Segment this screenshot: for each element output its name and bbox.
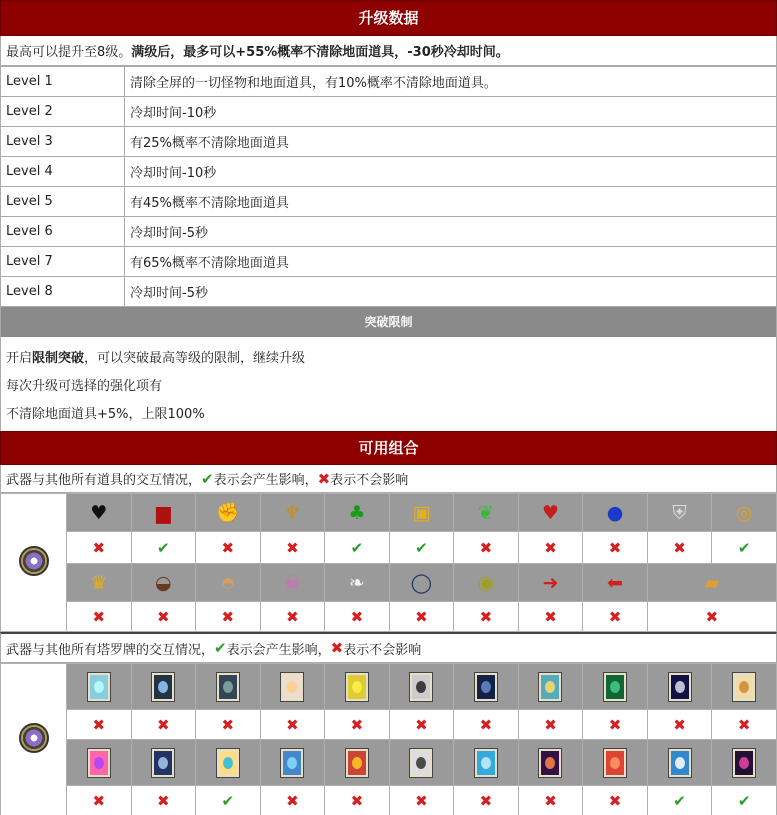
no-effect-cell [518,710,583,740]
level-row [1,67,777,97]
no-effect-cell [67,710,132,740]
tarot-cell[interactable] [196,740,261,786]
cross-icon: ✖ [544,715,557,734]
black-heart-icon: ♥ [90,501,108,524]
no-effect-cell [454,532,519,564]
items-intro [0,465,777,493]
limit-break-header [0,307,777,337]
cross-icon: ✖ [673,538,686,557]
no-effect-cell [325,786,390,815]
tarot-card-icon [669,749,691,777]
limit-break-title: 突破限制 [364,315,413,329]
cross-icon: ✖ [608,538,622,557]
affects-cell [647,786,712,815]
no-effect-cell [260,602,325,632]
cross-icon: ✖ [479,791,493,810]
cross-icon: ✖ [673,715,686,734]
tarot-card-icon [217,673,239,701]
cross-icon: ✖ [286,607,299,626]
leaf-icon: ❦ [477,501,494,524]
tarot-cell[interactable] [454,740,519,786]
tarot-card-icon [410,749,432,777]
red-arrow-right-icon: ➜ [542,571,559,594]
tarot-cell[interactable] [325,740,390,786]
check-icon: ✔ [201,469,214,488]
tarot-cell[interactable] [260,664,325,710]
gold-ring-icon: ◉ [477,571,495,594]
check-icon: ✔ [214,639,227,657]
level-label: Level 5 [1,187,125,217]
tarot-card-icon [604,749,626,777]
tarot-cell[interactable] [712,740,777,786]
tarot-card-icon [604,673,626,701]
item-cell[interactable] [67,494,132,532]
no-effect-cell [583,786,648,815]
level-desc: 有65%概率不清除地面道具 [125,247,777,277]
level-row [1,157,777,187]
tarot-card-icon [475,749,497,777]
affects-cell [712,786,777,815]
tarot-card-icon [281,673,303,701]
level-row [1,247,777,277]
item-cell[interactable] [67,564,132,602]
no-effect-cell [583,532,648,564]
item-cell[interactable] [647,564,776,602]
item-cell[interactable] [712,494,777,532]
level-row [1,97,777,127]
blue-orb-icon: ● [606,501,624,524]
cross-icon: ✖ [286,791,299,810]
upgrade-title: 升级数据 [358,9,419,27]
weapon-icon [19,546,49,576]
weapon-cell [1,494,67,632]
level-desc: 冷却时间-5秒 [125,277,777,307]
tarot-cell[interactable] [196,664,261,710]
limit-break-line-2: 每次升级可选择的强化项有 [6,379,163,394]
tarot-card-icon [281,749,303,777]
lb-bold: 限制突破 [32,351,85,366]
level-desc: 冷却时间-10秒 [125,97,777,127]
cross-icon: ✖ [705,607,719,626]
item-cell[interactable] [131,494,196,532]
level-desc: 冷却时间-10秒 [125,157,777,187]
tarot-cell[interactable] [454,664,519,710]
level-row [1,277,777,307]
no-effect-cell [647,710,712,740]
no-effect-cell [712,710,777,740]
tarot-card-icon [669,673,691,701]
no-effect-cell [583,710,648,740]
tarot-cell[interactable] [325,664,390,710]
cross-icon: ✖ [479,607,493,626]
tarot-card-icon [539,673,561,701]
item-cell[interactable] [260,564,325,602]
no-effect-cell [196,532,261,564]
level-table [0,66,777,307]
level-row [1,217,777,247]
cross-icon: ✖ [479,538,493,557]
armor-icon: ⛨ [672,501,687,524]
cross-icon: ✖ [608,715,622,734]
cross-icon: ✖ [221,538,235,557]
level-row [1,187,777,217]
cross-icon: ✖ [157,715,170,734]
combos-title: 可用组合 [358,439,419,457]
no-effect-cell [260,786,325,815]
upgrade-section-header [0,0,777,36]
check-icon: ✔ [157,538,170,557]
cross-icon: ✖ [415,607,428,626]
no-effect-cell [583,602,648,632]
cross-icon: ✖ [92,715,106,734]
gold-bar-icon: ▰ [704,571,720,594]
tarot-card-icon [410,673,432,701]
cross-icon: ✖ [350,607,364,626]
items-intro-post: 表示不会影响 [330,473,409,488]
no-effect-cell [67,532,132,564]
tarot-cell[interactable] [67,740,132,786]
fist-icon: ✊ [215,501,240,524]
tarot-cell[interactable] [389,664,454,710]
cake-icon: ◒ [155,571,172,594]
cross-icon: ✖ [737,715,751,734]
tarot-card-icon [346,749,368,777]
item-cell[interactable] [389,494,454,532]
cross-icon: ✖ [415,791,428,810]
tarot-card-icon [88,673,110,701]
tarot-cell[interactable] [260,740,325,786]
weapon-cell [1,664,67,815]
tarot-cell[interactable] [583,664,648,710]
ring-icon: ◎ [735,501,753,524]
no-effect-cell [454,786,519,815]
no-effect-cell [389,710,454,740]
cross-icon: ✖ [479,715,493,734]
no-effect-cell [518,532,583,564]
cross-icon: ✖ [415,715,428,734]
limit-break-body [0,337,777,431]
affects-cell [196,786,261,815]
item-cell[interactable] [583,564,648,602]
no-effect-cell [325,602,390,632]
cross-icon: ✖ [157,791,170,810]
level-label: Level 8 [1,277,125,307]
cross-icon: ✖ [92,538,106,557]
tarot-card-icon [217,749,239,777]
item-cell[interactable] [647,494,712,532]
item-cell[interactable] [518,494,583,532]
tarot-cell[interactable] [67,664,132,710]
cross-icon: ✖ [221,715,235,734]
no-effect-cell [131,602,196,632]
no-effect-cell [518,786,583,815]
crown-icon: ♛ [90,571,108,594]
tarot-intro [0,632,777,663]
max-level-note [0,36,777,66]
no-effect-cell [389,786,454,815]
red-heart-icon: ♥ [541,501,559,524]
items-intro-pre: 武器与其他所有道具的交互情况， [6,473,202,488]
cross-icon: ✖ [286,538,299,557]
no-effect-cell [389,602,454,632]
item-cell[interactable] [454,494,519,532]
tarot-card-icon [152,749,174,777]
cross-icon: ✖ [544,538,557,557]
cross-icon: ✖ [92,607,106,626]
cross-icon: ✖ [317,469,331,488]
item-cell[interactable] [260,494,325,532]
level-label: Level 3 [1,127,125,157]
level-label: Level 6 [1,217,125,247]
no-effect-cell [131,786,196,815]
check-icon: ✔ [415,538,428,557]
no-effect-cell [454,710,519,740]
no-effect-cell [647,602,776,632]
max-level-prefix: 最高可以提升至8级。 [6,45,132,60]
cross-icon: ✖ [330,639,344,657]
red-arrow-left-icon: ⬅ [607,571,623,594]
affects-cell [389,532,454,564]
tarot-cell[interactable] [518,740,583,786]
level-desc: 清除全屏的一切怪物和地面道具，有10%概率不清除地面道具。 [125,67,777,97]
cross-icon: ✖ [286,715,299,734]
tarot-cell[interactable] [131,664,196,710]
no-effect-cell [196,602,261,632]
no-effect-cell [325,710,390,740]
level-label: Level 7 [1,247,125,277]
tarot-card-icon [733,673,755,701]
affects-cell [325,532,390,564]
items-intro-mid: 表示会产生影响， [213,473,318,488]
cross-icon: ✖ [350,791,364,810]
items-grid [0,493,777,632]
tarot-intro-pre: 武器与其他所有塔罗牌的交互情况， [6,642,215,658]
level-desc: 冷却时间-5秒 [125,217,777,247]
no-effect-cell [131,710,196,740]
item-cell[interactable] [131,564,196,602]
lb-pre: 开启 [6,351,33,366]
affects-cell [712,532,777,564]
check-icon: ✔ [737,538,751,557]
affects-cell [131,532,196,564]
tarot-card-icon [733,749,755,777]
item-cell[interactable] [454,564,519,602]
item-cell[interactable] [196,564,261,602]
tarot-intro-mid: 表示会产生影响， [226,642,331,658]
cross-icon: ✖ [157,607,170,626]
tarot-card-icon [475,673,497,701]
cross-icon: ✖ [544,791,557,810]
cross-icon: ✖ [608,791,622,810]
crown-frame-icon: ▣ [412,501,431,524]
wing-icon: ❧ [348,571,365,594]
cross-icon: ✖ [92,791,106,810]
tarot-cell[interactable] [647,740,712,786]
item-cell[interactable] [196,494,261,532]
item-cell[interactable] [518,564,583,602]
tarot-card-icon [152,673,174,701]
tarot-grid [0,663,777,815]
tarot-card-icon [88,749,110,777]
level-row [1,127,777,157]
cross-icon: ✖ [544,607,557,626]
no-effect-cell [196,710,261,740]
no-effect-cell [260,532,325,564]
tarot-card-icon [346,673,368,701]
tarot-cell[interactable] [518,664,583,710]
no-effect-cell [67,786,132,815]
tarot-cell[interactable] [712,664,777,710]
dark-ring-icon: ◯ [410,571,433,594]
cross-icon: ✖ [350,715,364,734]
tarot-intro-post: 表示不会影响 [343,642,422,658]
cross-icon: ✖ [608,607,622,626]
item-cell[interactable] [389,564,454,602]
no-effect-cell [454,602,519,632]
check-icon: ✔ [350,538,364,557]
tarot-card-icon [539,749,561,777]
no-effect-cell [518,602,583,632]
check-icon: ✔ [737,791,751,810]
red-book-icon: ▆ [155,501,171,524]
no-effect-cell [260,710,325,740]
level-desc: 有25%概率不清除地面道具 [125,127,777,157]
weapon-icon [19,723,49,753]
skull-icon: ☠ [283,571,301,594]
level-label: Level 4 [1,157,125,187]
candelabra-icon: ♆ [283,501,301,524]
level-label: Level 1 [1,67,125,97]
max-level-bold: 满级后，最多可以+55%概率不清除地面道具，-30秒冷却时间。 [131,45,509,60]
limit-break-line-1 [6,345,776,373]
pouch-icon: ◓ [221,574,234,591]
level-label: Level 2 [1,97,125,127]
lb-post: ，可以突破最高等级的限制，继续升级 [84,351,306,366]
combos-section-header [0,431,777,465]
item-cell[interactable] [325,564,390,602]
clover-icon: ♣ [348,501,366,524]
tarot-cell[interactable] [583,740,648,786]
level-desc: 有45%概率不清除地面道具 [125,187,777,217]
item-cell[interactable] [325,494,390,532]
tarot-cell[interactable] [131,740,196,786]
tarot-cell[interactable] [389,740,454,786]
item-cell[interactable] [583,494,648,532]
cross-icon: ✖ [221,607,235,626]
check-icon: ✔ [673,791,686,810]
no-effect-cell [647,532,712,564]
no-effect-cell [67,602,132,632]
check-icon: ✔ [221,791,235,810]
tarot-cell[interactable] [647,664,712,710]
limit-break-line-3: 不清除地面道具+5%，上限100% [6,407,205,422]
